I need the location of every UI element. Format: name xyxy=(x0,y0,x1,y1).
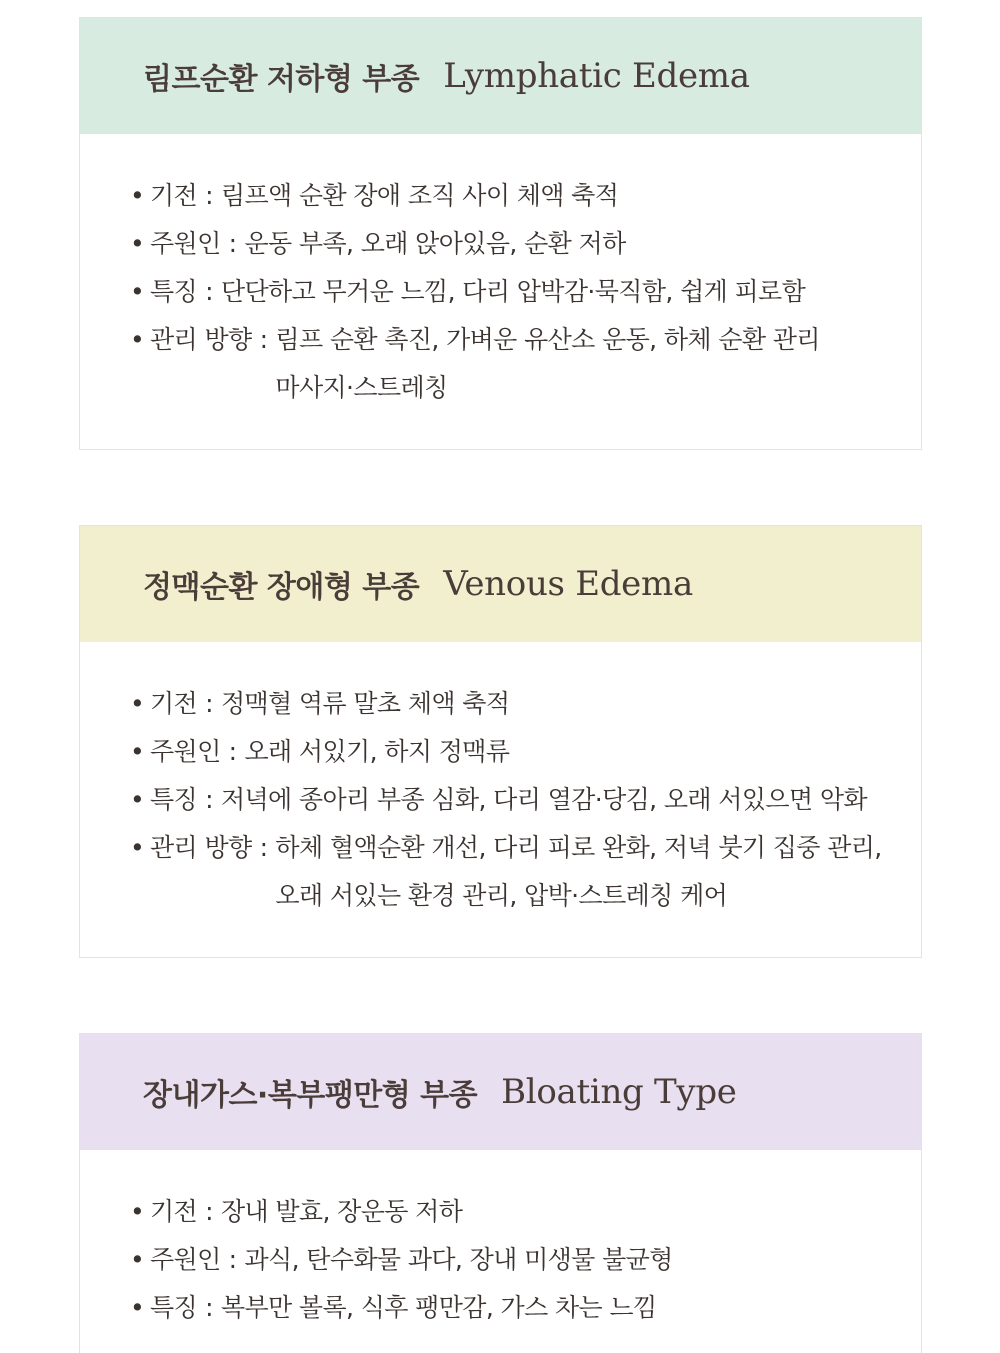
item-label: 기전 xyxy=(150,181,198,210)
card-title-korean: 림프순환 저하형 부종 xyxy=(143,62,420,97)
item-separator: : xyxy=(228,1245,237,1274)
card-title-english: Venous Edema xyxy=(443,564,693,604)
item-text: 운동 부족, 오래 앉아있음, 순환 저하 xyxy=(244,229,626,258)
list-item xyxy=(130,220,921,268)
item-label: 주원인 xyxy=(150,1245,221,1274)
item-text: 오래 서있기, 하지 정맥류 xyxy=(244,737,510,766)
item-text: 정맥혈 역류 말초 체액 축적 xyxy=(220,689,510,718)
item-text: 과식, 탄수화물 과다, 장내 미생물 불균형 xyxy=(244,1245,673,1274)
bullet: • xyxy=(130,689,145,718)
item-text: 저녁에 종아리 부종 심화, 다리 열감·당김, 오래 서있으면 악화 xyxy=(220,785,867,814)
item-separator: : xyxy=(205,1293,213,1322)
list-item xyxy=(130,1188,921,1236)
list-item xyxy=(130,776,921,824)
item-text: 림프액 순환 장애 조직 사이 체액 축적 xyxy=(220,181,619,210)
list-item xyxy=(130,1284,921,1332)
item-label: 기전 xyxy=(150,1197,198,1226)
item-label: 주원인 xyxy=(150,737,221,766)
list-item xyxy=(130,1236,921,1284)
item-separator: : xyxy=(205,1197,213,1226)
bullet: • xyxy=(130,229,145,258)
list-item xyxy=(130,824,921,920)
list-item xyxy=(130,172,921,220)
item-text: 하체 혈액순환 개선, 다리 피로 완화, 저녁 붓기 집중 관리, xyxy=(275,833,882,862)
card-title-english: Bloating Type xyxy=(501,1072,737,1112)
bullet: • xyxy=(130,785,145,814)
item-label: 특징 xyxy=(150,277,198,306)
bullet: • xyxy=(130,833,145,862)
edema-card-bloating xyxy=(79,1033,922,1353)
card-header xyxy=(80,526,921,642)
item-label: 특징 xyxy=(150,1293,198,1322)
list-item xyxy=(130,680,921,728)
bullet: • xyxy=(130,277,145,306)
edema-card-venous xyxy=(79,525,922,958)
bullet: • xyxy=(130,1293,145,1322)
item-separator: : xyxy=(228,737,237,766)
card-header xyxy=(80,18,921,134)
item-label: 주원인 xyxy=(150,229,221,258)
list-item xyxy=(130,316,921,412)
item-label: 특징 xyxy=(150,785,198,814)
item-separator: : xyxy=(205,277,213,306)
item-label: 기전 xyxy=(150,689,198,718)
bullet: • xyxy=(130,737,145,766)
item-separator: : xyxy=(259,325,268,354)
item-separator: : xyxy=(205,689,213,718)
item-separator: : xyxy=(228,229,237,258)
item-separator: : xyxy=(259,833,268,862)
bullet: • xyxy=(130,325,145,354)
list-item xyxy=(130,728,921,776)
bullet: • xyxy=(130,181,145,210)
item-text: 림프 순환 촉진, 가벼운 유산소 운동, 하체 순환 관리 xyxy=(275,325,820,354)
card-body xyxy=(80,134,921,412)
item-text: 단단하고 무거운 느낌, 다리 압박감·묵직함, 쉽게 피로함 xyxy=(220,277,806,306)
card-header xyxy=(80,1034,921,1150)
item-text: 장내 발효, 장운동 저하 xyxy=(220,1197,463,1226)
item-separator: : xyxy=(205,785,213,814)
bullet: • xyxy=(130,1197,145,1226)
item-separator: : xyxy=(205,181,213,210)
item-label: 관리 방향 xyxy=(150,833,252,862)
item-text-continued: 마사지·스트레칭 xyxy=(275,373,448,402)
card-title-korean: 정맥순환 장애형 부종 xyxy=(143,570,420,605)
card-title-korean: 장내가스·복부팽만형 부종 xyxy=(143,1078,478,1113)
bullet: • xyxy=(130,1245,145,1274)
card-body xyxy=(80,1150,921,1332)
item-text-continued: 오래 서있는 환경 관리, 압박·스트레칭 케어 xyxy=(275,881,728,910)
item-label: 관리 방향 xyxy=(150,325,252,354)
edema-card-lymphatic xyxy=(79,17,922,450)
list-item xyxy=(130,268,921,316)
card-title-english: Lymphatic Edema xyxy=(443,56,750,96)
item-text: 복부만 볼록, 식후 팽만감, 가스 차는 느낌 xyxy=(220,1293,657,1322)
card-body xyxy=(80,642,921,920)
